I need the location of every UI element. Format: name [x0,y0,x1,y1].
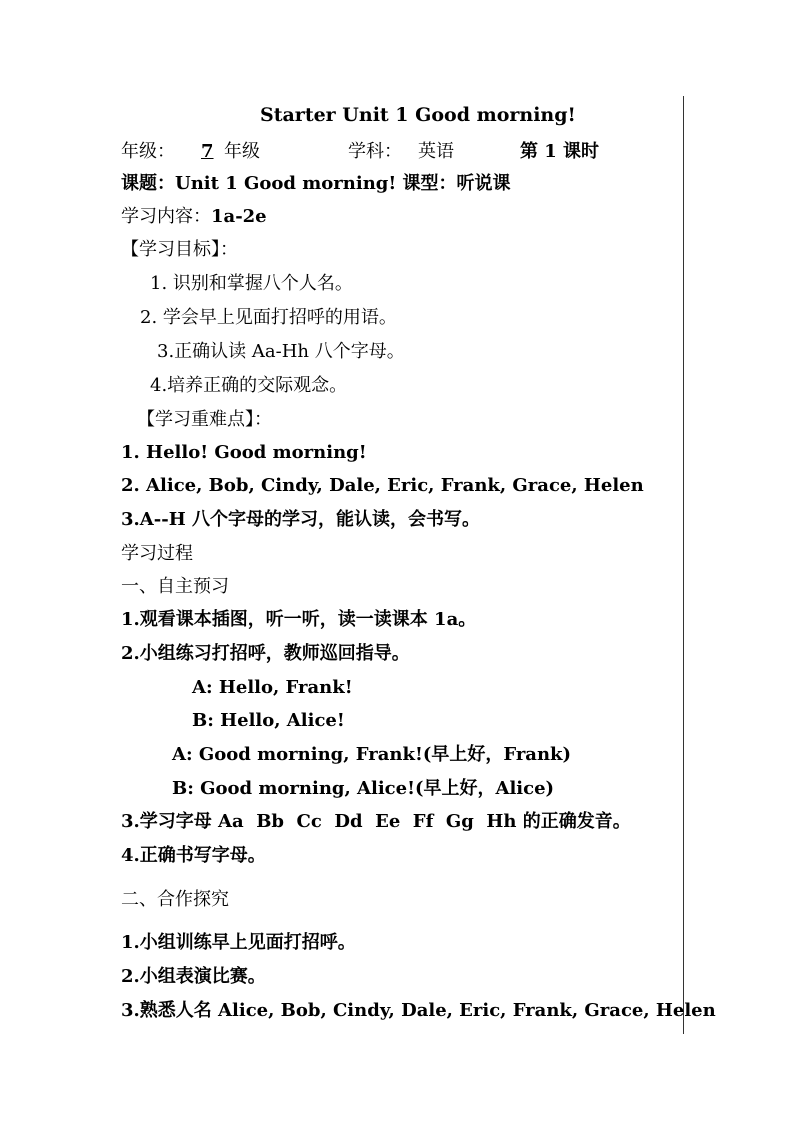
grade-number: 7 [201,141,214,162]
objective-item: 4.培养正确的交际观念。 [150,375,348,396]
topic-value: Unit 1 Good morning! [175,173,397,194]
dialogue-line: A: Good morning, Frank!(早上好，Frank) [172,744,572,765]
section2-heading: 二、合作探究 [121,889,229,910]
grade-label: 年级： [121,141,175,162]
content-value: 1a-2e [211,206,267,227]
document-title: Starter Unit 1 Good morning! [260,104,576,126]
section1-item: 1.观看课本插图，听一听，读一读课本 1a。 [121,609,477,630]
subject-value: 英语 [418,141,454,162]
topic-type-value: 听说课 [456,173,511,194]
section2-item: 1.小组训练早上见面打招呼。 [121,932,356,953]
section1-item: 3.学习字母 Aa Bb Cc Dd Ee Ff Gg Hh 的正确发音。 [121,811,631,832]
section1-item: 2.小组练习打招呼，教师巡回指导。 [121,643,410,664]
key-point-item: 3.A--H 八个字母的学习，能认读，会书写。 [121,509,480,530]
topic-type-label: 课型： [402,173,457,194]
dialogue-line: B: Hello, Alice! [192,710,345,731]
subject-label: 学科： [348,141,402,162]
objective-item: 2. 学会早上见面打招呼的用语。 [140,307,397,328]
section1-heading: 一、自主预习 [121,576,229,597]
dialogue-line: B: Good morning, Alice!(早上好，Alice) [172,778,555,799]
objectives-heading: 【学习目标】： [121,239,238,260]
section2-item: 3.熟悉人名 Alice, Bob, Cindy, Dale, Eric, Frank, Grace, Helen [121,1000,716,1021]
topic-label: 课题： [121,173,175,194]
topic-line [121,172,511,196]
content-line [121,205,267,229]
section1-item: 4.正确书写字母。 [121,845,266,866]
key-points-heading: 【学习重难点】： [137,409,272,430]
key-point-item: 2. Alice, Bob, Cindy, Dale, Eric, Frank, Grace, Helen [121,475,644,496]
margin-line [683,96,684,1034]
objective-item: 3.正确认读 Aa-Hh 八个字母。 [157,341,405,362]
process-heading: 学习过程 [121,543,193,564]
period: 第 1 课时 [520,141,600,162]
objective-item: 1. 识别和掌握八个人名。 [150,273,353,294]
content-label: 学习内容： [121,206,211,227]
section2-item: 2.小组表演比赛。 [121,966,266,987]
key-point-item: 1. Hello! Good morning! [121,442,367,463]
dialogue-line: A: Hello, Frank! [192,677,353,698]
grade-unit: 年级 [224,141,260,162]
